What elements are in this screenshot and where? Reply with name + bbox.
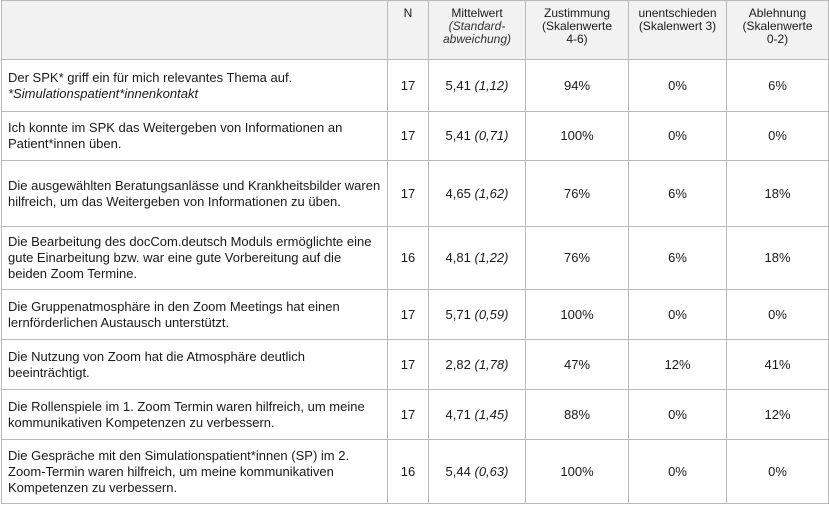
row-agree: 47% (526, 340, 629, 390)
row-n: 17 (388, 290, 429, 340)
table-row (2, 390, 829, 440)
header-n: N (388, 1, 429, 60)
table-row (2, 340, 829, 390)
row-reject: 0% (727, 112, 829, 161)
row-agree: 76% (526, 161, 629, 227)
row-n: 17 (388, 340, 429, 390)
row-n: 17 (388, 390, 429, 440)
evaluation-table (1, 0, 829, 504)
row-n: 16 (388, 440, 429, 504)
row-mean: 4,81 (1,22) (429, 227, 526, 290)
row-agree: 100% (526, 440, 629, 504)
table-row (2, 440, 829, 504)
header-row (2, 1, 829, 60)
row-mean: 4,65 (1,62) (429, 161, 526, 227)
table-row (2, 161, 829, 227)
row-reject: 12% (727, 390, 829, 440)
row-item-note: *Simulationspatient*innenkontakt (8, 85, 199, 101)
row-agree: 100% (526, 290, 629, 340)
table-row (2, 112, 829, 161)
row-undecided: 0% (629, 390, 727, 440)
row-mean: 5,44 (0,63) (429, 440, 526, 504)
header-mean: Mittelwert (Standard- abweichung) (429, 1, 526, 60)
row-mean: 4,71 (1,45) (429, 390, 526, 440)
row-n: 17 (388, 161, 429, 227)
header-undecided: unentschieden (Skalenwert 3) (629, 1, 727, 60)
table-row (2, 227, 829, 290)
row-reject: 6% (727, 60, 829, 112)
row-n: 17 (388, 112, 429, 161)
row-agree: 100% (526, 112, 629, 161)
row-reject: 18% (727, 227, 829, 290)
row-n: 17 (388, 60, 429, 112)
row-item-text: Der SPK* griff ein für mich relevantes Thema auf. *Simulationspatient*innenkontakt (2, 60, 388, 112)
row-reject: 0% (727, 440, 829, 504)
header-agree: Zustimmung (Skalenwerte 4-6) (526, 1, 629, 60)
row-item-text: Die Nutzung von Zoom hat die Atmosphäre deutlich beeinträchtigt. (2, 340, 388, 390)
row-mean: 5,41 (1,12) (429, 60, 526, 112)
row-mean: 5,71 (0,59) (429, 290, 526, 340)
row-item-text: Die Gespräche mit den Simulationspatient*innen (SP) im 2. Zoom-Termin waren hilfreich, um meine kommunikativen Kompetenzen zu verbessern. (2, 440, 388, 504)
row-undecided: 12% (629, 340, 727, 390)
row-item-text: Die Bearbeitung des docCom.deutsch Moduls ermöglichte eine gute Einarbeitung bzw. war eine gute Vorbereitung auf die beiden Zoom Termine. (2, 227, 388, 290)
header-reject: Ablehnung (Skalenwerte 0-2) (727, 1, 829, 60)
table-row (2, 60, 829, 112)
row-n: 16 (388, 227, 429, 290)
row-agree: 88% (526, 390, 629, 440)
row-item-text: Die Rollenspiele im 1. Zoom Termin waren hilfreich, um meine kommunikativen Kompetenzen zu verbessern. (2, 390, 388, 440)
row-mean: 5,41 (0,71) (429, 112, 526, 161)
row-undecided: 6% (629, 227, 727, 290)
row-item-text: Die Gruppenatmosphäre in den Zoom Meetings hat einen lernförderlichen Austausch unterstützt. (2, 290, 388, 340)
row-item-text: Die ausgewählten Beratungsanlässe und Krankheitsbilder waren hilfreich, um das Weitergeben von Informationen zu üben. (2, 161, 388, 227)
row-reject: 0% (727, 290, 829, 340)
table-row (2, 290, 829, 340)
row-reject: 18% (727, 161, 829, 227)
row-undecided: 0% (629, 290, 727, 340)
row-undecided: 6% (629, 161, 727, 227)
row-undecided: 0% (629, 440, 727, 504)
row-mean: 2,82 (1,78) (429, 340, 526, 390)
row-agree: 94% (526, 60, 629, 112)
row-agree: 76% (526, 227, 629, 290)
row-reject: 41% (727, 340, 829, 390)
row-item-text: Ich konnte im SPK das Weitergeben von Informationen an Patient*innen üben. (2, 112, 388, 161)
row-undecided: 0% (629, 60, 727, 112)
header-item (2, 1, 388, 60)
row-undecided: 0% (629, 112, 727, 161)
